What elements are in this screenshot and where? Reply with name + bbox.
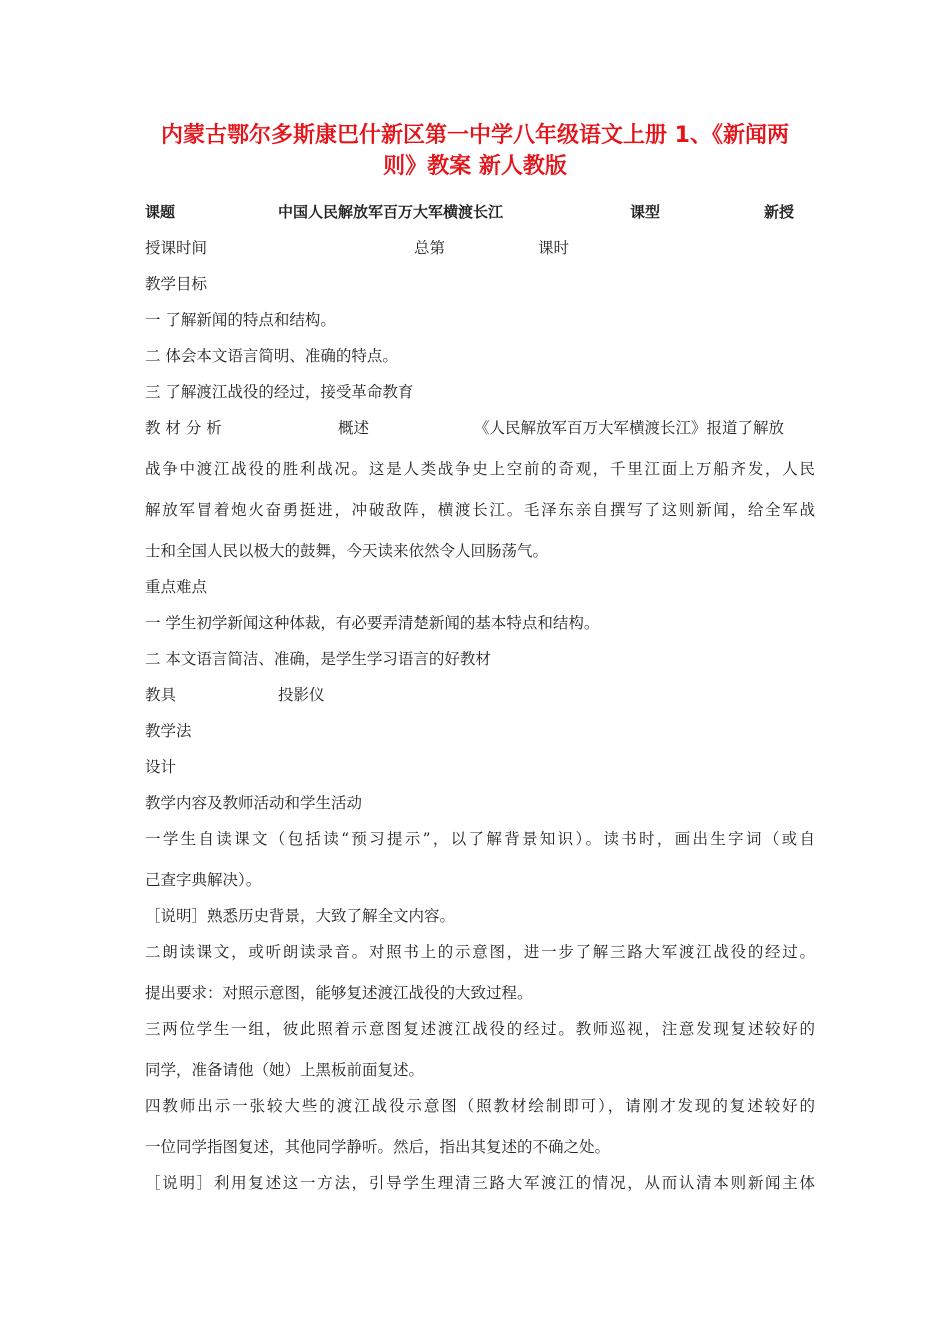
topic-value: 中国人民解放军百万大军横渡长江 bbox=[278, 203, 504, 221]
content-line-3: ［说明］熟悉历史背景，大致了解全文内容。 bbox=[145, 907, 456, 925]
content-line-4: 二朗读课文，或听朗读录音。对照书上的示意图，进一步了解三路大军渡江战役的经过。 bbox=[145, 943, 815, 961]
content-line-8: 四教师出示一张较大些的渡江战役示意图（照教材绘制即可），请刚才发现的复述较好的 bbox=[145, 1097, 815, 1115]
schedule-row bbox=[145, 238, 815, 258]
type-label: 课型 bbox=[630, 203, 661, 221]
content-line-5: 提出要求：对照示意图，能够复述渡江战役的大致过程。 bbox=[145, 984, 533, 1002]
topic-label: 课题 bbox=[145, 203, 176, 221]
document-title bbox=[130, 120, 820, 182]
objective-item-2: 二 体会本文语言简明、准确的特点。 bbox=[145, 347, 398, 365]
content-line-6: 三两位学生一组，彼此照着示意图复述渡江战役的经过。教师巡视，注意发现复述较好的 bbox=[145, 1020, 815, 1038]
content-line-7: 同学，准备请他（她）上黑板前面复述。 bbox=[145, 1061, 425, 1079]
tools-value: 投影仪 bbox=[278, 686, 325, 704]
content-line-1: 一学生自读课文（包括读“预习提示”，以了解背景知识）。读书时，画出生字词（或自 bbox=[145, 830, 815, 848]
key-point-item-2: 二 本文语言简洁、准确，是学生学习语言的好教材 bbox=[145, 650, 491, 668]
objective-item-1: 一 了解新闻的特点和结构。 bbox=[145, 311, 336, 329]
lesson-header-row bbox=[145, 202, 815, 222]
tools-row bbox=[145, 685, 815, 705]
analysis-line-3: 士和全国人民以极大的鼓舞，今天读来依然令人回肠荡气。 bbox=[145, 542, 549, 560]
analysis-line-2: 解放军冒着炮火奋勇挺进，冲破敌阵，横渡长江。毛泽东亲自撰写了这则新闻，给全军战 bbox=[145, 501, 815, 519]
analysis-label: 教 材 分 析 bbox=[145, 419, 222, 437]
content-heading: 教学内容及教师活动和学生活动 bbox=[145, 794, 363, 812]
period-label: 课时 bbox=[538, 239, 570, 257]
content-line-9: 一位同学指图复述，其他同学静听。然后，指出其复述的不确之处。 bbox=[145, 1138, 611, 1156]
content-line-2: 己查字典解决）。 bbox=[145, 871, 262, 889]
analysis-row bbox=[145, 418, 815, 438]
method-label: 教学法 bbox=[145, 722, 192, 740]
document-title-line-1: 内蒙古鄂尔多斯康巴什新区第一中学八年级语文上册 1、《新闻两 bbox=[161, 123, 789, 148]
design-label: 设计 bbox=[145, 758, 177, 776]
analysis-lead: 《人民解放军百万大军横渡长江》报道了解放 bbox=[474, 419, 785, 437]
content-line-10: ［说明］利用复述这一方法，引导学生理清三路大军渡江的情况，从而认清本则新闻主体 bbox=[145, 1174, 815, 1192]
analysis-sub-label: 概述 bbox=[338, 419, 370, 437]
document-title-line-2: 则》教案 新人教版 bbox=[383, 154, 567, 179]
key-point-item-1: 一 学生初学新闻这种体裁，有必要弄清楚新闻的基本特点和结构。 bbox=[145, 614, 600, 632]
tools-label: 教具 bbox=[145, 686, 177, 704]
total-label: 总第 bbox=[414, 239, 446, 257]
type-value: 新授 bbox=[764, 203, 795, 221]
key-points-heading: 重点难点 bbox=[145, 578, 208, 596]
objective-item-3: 三 了解渡江战役的经过，接受革命教育 bbox=[145, 383, 414, 401]
time-label: 授课时间 bbox=[145, 239, 208, 257]
analysis-line-1: 战争中渡江战役的胜利战况。这是人类战争史上空前的奇观，千里江面上万船齐发，人民 bbox=[145, 460, 815, 478]
objectives-heading: 教学目标 bbox=[145, 275, 208, 293]
